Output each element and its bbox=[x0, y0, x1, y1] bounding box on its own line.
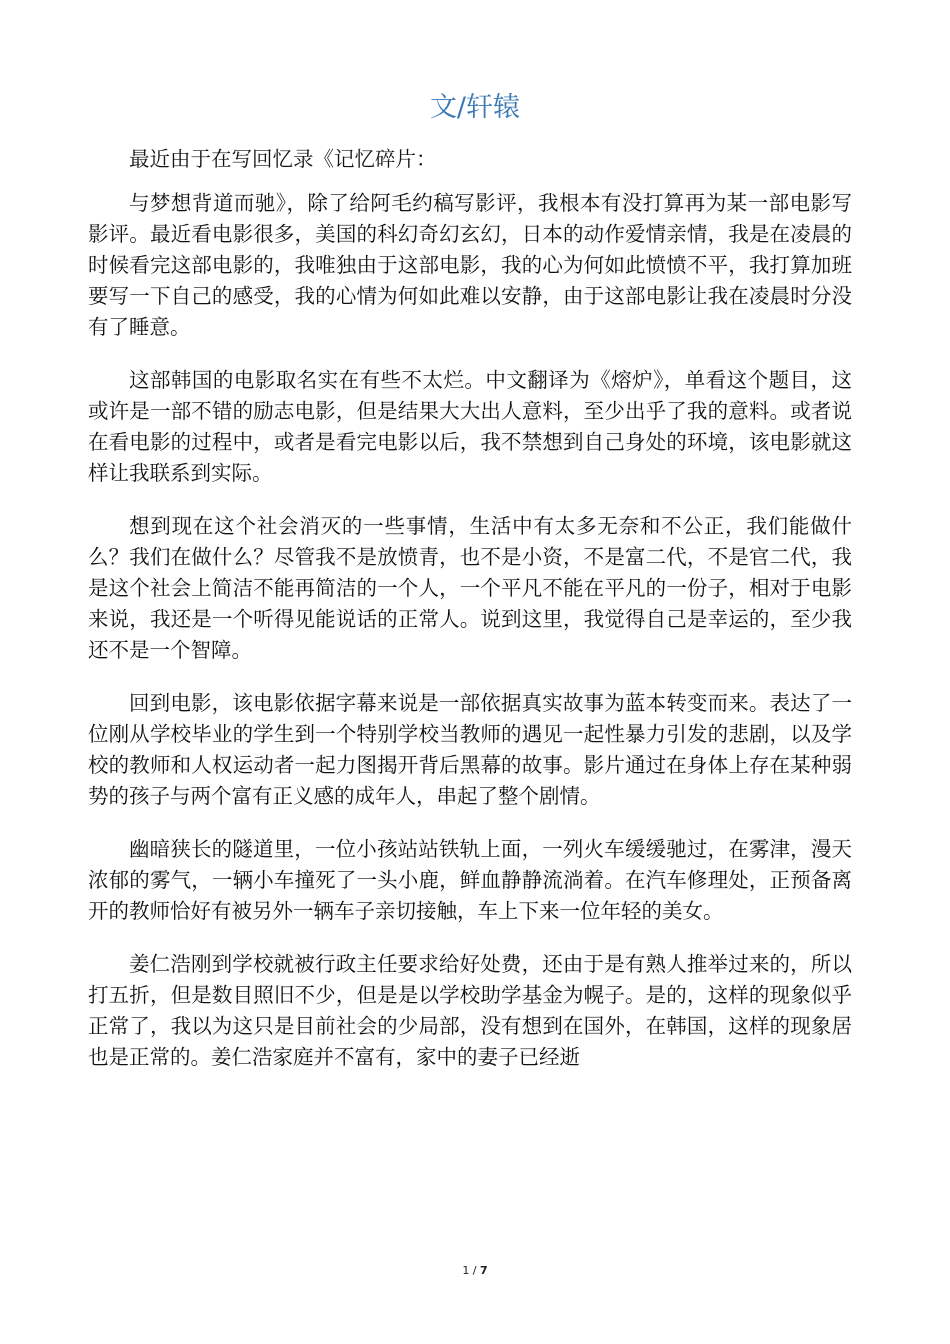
page-number bbox=[0, 1264, 950, 1277]
paragraph-5: 回到电影，该电影依据字幕来说是一部依据真实故事为蓝本转变而来。表达了一位刚从学校毕业的学生到一个特别学校当教师的遇见一起性暴力引发的悲剧，以及学校的教师和人权运动者一起力图揭开背后黑幕的故事。影片通过在身体上存在某种弱势的孩子与两个富有正义感的成年人，串起了整个剧情。 bbox=[88, 691, 852, 808]
page-separator: / bbox=[469, 1264, 481, 1277]
paragraph-3: 这部韩国的电影取名实在有些不太烂。中文翻译为《熔炉》，单看这个题目，这或许是一部不错的励志电影，但是结果大大出人意料，至少出乎了我的意料。或者说在看电影的过程中，或者是看完电影以后，我不禁想到自己身处的环境，该电影就这样让我联系到实际。 bbox=[88, 368, 852, 485]
document-body bbox=[88, 144, 852, 1095]
paragraph-6: 幽暗狭长的隧道里，一位小孩站站铁轨上面，一列火车缓缓驰过，在雾津，漫天浓郁的雾气，一辆小车撞死了一头小鹿，鲜血静静流淌着。在汽车修理处，正预备离开的教师恰好有被另外一辆车子亲切接触，车上下来一位年轻的美女。 bbox=[88, 837, 852, 923]
page-total: 7 bbox=[480, 1264, 488, 1277]
document-title: 文/轩辕 bbox=[429, 92, 521, 123]
paragraph-7: 姜仁浩刚到学校就被行政主任要求给好处费，还由于是有熟人推举过来的，所以打五折，但是数目照旧不少，但是是以学校助学基金为幌子。是的，这样的现象似乎正常了，我以为这只是目前社会的少局部，没有想到在国外，在韩国，这样的现象居也是正常的。姜仁浩家庭并不富有，家中的妻子已经逝 bbox=[88, 952, 852, 1069]
page-current: 1 bbox=[462, 1264, 470, 1277]
paragraph-2: 与梦想背道而驰》，除了给阿毛约稿写影评，我根本有没打算再为某一部电影写影评。最近看电影很多，美国的科幻奇幻玄幻，日本的动作爱情亲情，我是在凌晨的时候看完这部电影的，我唯独由于这部电影，我的心为何如此愤愤不平，我打算加班要写一下自己的感受，我的心情为何如此难以安静，由于这部电影让我在凌晨时分没有了睡意。 bbox=[88, 191, 852, 339]
paragraph-1: 最近由于在写回忆录《记忆碎片： bbox=[129, 147, 437, 171]
paragraph-4: 想到现在这个社会消灭的一些事情，生活中有太多无奈和不公正，我们能做什么？我们在做什么？尽管我不是放愤青，也不是小资，不是富二代，不是官二代，我是这个社会上简洁不能再简洁的一个人，一个平凡不能在平凡的一份子，相对于电影来说，我还是一个听得见能说话的正常人。说到这里，我觉得自己是幸运的，至少我还不是一个智障。 bbox=[88, 514, 852, 662]
